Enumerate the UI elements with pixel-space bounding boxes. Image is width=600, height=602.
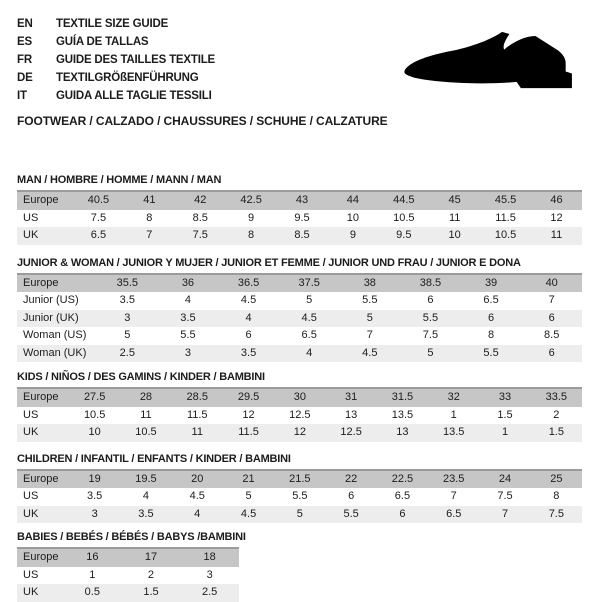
size-cell: 4 [194, 507, 201, 520]
size-cell: 5 [427, 346, 434, 359]
size-cell: 11.5 [186, 408, 208, 421]
language-label: GUÍA DE TALLAS [56, 36, 149, 48]
size-cell: 3 [124, 311, 131, 324]
size-cell: 5.5 [180, 329, 196, 341]
size-cell: 4 [245, 311, 252, 324]
size-cell: 11.5 [238, 426, 259, 438]
size-cell: 3 [206, 568, 213, 581]
category-title: FOOTWEAR / CALZADO / CHAUSSURES / SCHUHE / CALZATURE [17, 114, 388, 128]
size-cell: 6.5 [394, 490, 411, 502]
table-row [17, 388, 582, 407]
size-cell: 3 [91, 507, 98, 520]
size-cell: 16 [86, 551, 99, 563]
size-cell: 44 [346, 194, 360, 206]
size-cell: 5.5 [422, 311, 439, 324]
size-cell: 1.5 [143, 586, 159, 598]
table-row [17, 274, 582, 293]
size-cell: 9.5 [396, 229, 412, 241]
language-label: GUIDA ALLE TAGLIE TESSILI [56, 90, 212, 102]
size-cell: 8 [146, 211, 153, 224]
size-cell: 5 [245, 490, 252, 502]
row-label: Woman (UK) [23, 346, 87, 359]
row-label: UK [23, 229, 39, 241]
size-cell: 5.5 [343, 507, 359, 520]
table-row [17, 548, 239, 567]
language-label: GUIDE DES TAILLES TEXTILE [56, 54, 215, 66]
size-cell: 40.5 [87, 194, 110, 206]
language-code: ES [17, 36, 32, 48]
language-code: DE [17, 72, 33, 84]
size-cell: 13.5 [443, 426, 465, 438]
size-table-title: MAN / HOMBRE / HOMME / MANN / MAN [17, 174, 222, 186]
size-cell: 1 [501, 426, 509, 438]
size-cell: 19 [88, 472, 101, 485]
size-cell: 11.5 [495, 211, 516, 224]
size-cell: 3 [184, 346, 191, 359]
size-cell: 7 [501, 507, 509, 520]
table-row [17, 424, 582, 442]
size-cell: 21.5 [289, 472, 311, 485]
size-cell: 5 [296, 507, 303, 520]
table-row [17, 310, 582, 328]
size-cell: 12.5 [340, 426, 362, 438]
size-cell: 7 [146, 229, 153, 241]
size-cell: 4.5 [240, 507, 257, 520]
size-cell: 28 [139, 391, 153, 403]
size-table-section [17, 453, 583, 524]
size-cell: 29.5 [237, 391, 260, 403]
size-cell: 36.5 [237, 276, 260, 289]
language-code: IT [17, 90, 27, 102]
size-cell: 9 [248, 211, 255, 224]
size-cell: 1 [450, 408, 457, 421]
size-cell: 2 [553, 408, 560, 421]
row-label: Junior (US) [23, 294, 79, 306]
size-cell: 6 [348, 490, 355, 502]
size-cell: 42.5 [240, 194, 262, 206]
size-cell: 12 [550, 211, 563, 224]
row-label: UK [23, 426, 39, 438]
size-cell: 28.5 [186, 391, 208, 403]
size-cell: 6.5 [446, 507, 462, 520]
language-code: EN [17, 18, 33, 30]
size-cell: 7.5 [90, 211, 107, 224]
row-label: Europe [23, 472, 59, 485]
row-label: US [23, 490, 39, 502]
size-cell: 8.5 [294, 229, 310, 241]
size-table [17, 387, 582, 442]
size-cell: 46 [550, 194, 563, 206]
row-label: US [23, 408, 39, 421]
size-cell: 6 [488, 311, 495, 324]
size-cell: 7 [366, 329, 373, 341]
size-cell: 13 [345, 408, 358, 421]
size-cell: 13 [396, 426, 409, 438]
size-cell: 38.5 [419, 276, 442, 289]
row-label: US [23, 568, 39, 581]
table-row [17, 407, 582, 425]
size-cell: 11 [448, 211, 461, 224]
table-row [17, 210, 582, 228]
size-cell: 1.5 [497, 408, 513, 421]
size-cell: 1.5 [548, 426, 564, 438]
size-cell: 3.5 [87, 490, 103, 502]
size-cell: 20 [191, 472, 204, 485]
size-table [17, 190, 582, 245]
table-row [17, 345, 582, 363]
table-row [17, 488, 582, 506]
size-table [17, 547, 239, 602]
row-label: Europe [23, 194, 59, 206]
size-cell: 36 [181, 276, 195, 289]
size-cell: 24 [498, 472, 512, 485]
language-label: TEXTILGRÖßENFÜHRUNG [56, 72, 199, 84]
size-cell: 8.5 [192, 211, 208, 224]
size-cell: 45 [448, 194, 461, 206]
size-cell: 5.5 [362, 294, 378, 306]
table-row [17, 227, 582, 245]
size-cell: 31.5 [391, 391, 414, 403]
size-table-title: BABIES / BEBÉS / BÉBÉS / BABYS /BAMBINI [17, 531, 246, 543]
size-cell: 6 [548, 346, 555, 359]
row-label: Junior (UK) [23, 311, 79, 324]
table-row [17, 191, 582, 210]
size-cell: 44.5 [393, 194, 415, 206]
size-cell: 5 [124, 329, 131, 341]
row-label: Woman (US) [23, 329, 87, 341]
size-cell: 32 [447, 391, 460, 403]
table-row [17, 567, 239, 585]
size-cell: 33 [498, 391, 512, 403]
row-label: UK [23, 507, 39, 520]
size-cell: 4 [306, 346, 313, 359]
size-cell: 7.5 [192, 229, 208, 241]
size-cell: 11 [191, 426, 203, 438]
size-cell: 7 [450, 490, 457, 502]
size-cell: 3.5 [119, 294, 135, 306]
size-cell: 41 [143, 194, 156, 206]
table-row [17, 327, 582, 345]
size-cell: 17 [144, 551, 158, 563]
size-cell: 33.5 [545, 391, 568, 403]
size-cell: 5 [306, 294, 313, 306]
size-cell: 8 [553, 490, 560, 502]
size-cell: 0.5 [84, 586, 100, 598]
size-cell: 9 [349, 229, 356, 241]
row-label: UK [23, 586, 39, 598]
size-cell: 19.5 [135, 472, 157, 485]
table-row [17, 470, 582, 489]
size-cell: 30 [293, 391, 306, 403]
size-cell: 12.5 [289, 408, 311, 421]
size-cell: 2.5 [202, 586, 218, 598]
size-cell: 42 [194, 194, 207, 206]
size-cell: 5.5 [483, 346, 499, 359]
size-cell: 6 [399, 507, 406, 520]
size-table-title: KIDS / NIÑOS / DES GAMINS / KINDER / BAMBINI [17, 371, 265, 383]
size-cell: 12 [293, 426, 306, 438]
size-cell: 18 [203, 551, 216, 563]
size-cell: 4.5 [240, 294, 257, 306]
size-cell: 10 [88, 426, 101, 438]
size-cell: 3.5 [180, 311, 196, 324]
size-cell: 6 [427, 294, 434, 306]
size-cell: 10.5 [393, 211, 415, 224]
size-cell: 7.5 [422, 329, 439, 341]
row-label: Europe [23, 551, 59, 563]
table-row [17, 292, 582, 310]
size-cell: 2 [147, 568, 155, 581]
size-cell: 40 [545, 276, 558, 289]
language-label: TEXTILE SIZE GUIDE [56, 18, 169, 30]
size-cell: 6.5 [90, 229, 107, 241]
size-table-section [17, 174, 583, 245]
size-table-section [17, 257, 583, 363]
size-cell: 13.5 [391, 408, 414, 421]
size-cell: 21 [242, 472, 255, 485]
size-cell: 10.5 [494, 229, 517, 241]
size-cell: 9.5 [294, 211, 310, 224]
size-cell: 4.5 [189, 490, 205, 502]
size-cell: 8 [248, 229, 255, 241]
size-cell: 37.5 [298, 276, 320, 289]
row-label: Europe [23, 276, 59, 289]
size-cell: 6 [548, 311, 555, 324]
size-cell: 11 [550, 229, 563, 241]
size-table [17, 273, 582, 363]
size-cell: 38 [363, 276, 376, 289]
size-cell: 4.5 [362, 346, 378, 359]
size-cell: 4 [142, 490, 149, 502]
size-table [17, 469, 582, 524]
size-cell: 7.5 [497, 490, 513, 502]
size-cell: 39 [484, 276, 498, 289]
size-cell: 5.5 [292, 490, 308, 502]
size-cell: 22.5 [391, 472, 414, 485]
size-cell: 11 [140, 408, 152, 421]
size-cell: 6.5 [301, 329, 317, 341]
size-cell: 2.5 [119, 346, 135, 359]
size-cell: 8 [488, 329, 495, 341]
size-cell: 10 [346, 211, 360, 224]
size-cell: 35.5 [116, 276, 139, 289]
size-tables-container [17, 174, 583, 602]
size-cell: 10 [448, 229, 461, 241]
size-cell: 4 [184, 294, 191, 306]
size-cell: 3.5 [240, 346, 257, 359]
size-cell: 23.5 [443, 472, 465, 485]
size-cell: 6 [245, 329, 252, 341]
size-cell: 4.5 [301, 311, 317, 324]
size-cell: 7 [548, 294, 555, 306]
table-row [17, 506, 582, 524]
language-code: FR [17, 54, 32, 66]
size-cell: 5 [366, 311, 373, 324]
size-table-section [17, 531, 583, 602]
row-label: Europe [23, 391, 59, 403]
size-cell: 22 [345, 472, 358, 485]
row-label: US [23, 211, 39, 224]
size-cell: 3.5 [138, 507, 154, 520]
size-cell: 6.5 [483, 294, 499, 306]
size-table-section [17, 371, 583, 442]
size-cell: 10.5 [135, 426, 157, 438]
size-cell: 10.5 [83, 408, 106, 421]
size-cell: 25 [550, 472, 563, 485]
size-cell: 27.5 [83, 391, 106, 403]
table-row [17, 584, 239, 602]
size-cell: 7.5 [548, 507, 564, 520]
size-cell: 31 [345, 391, 358, 403]
shoe-icon [402, 28, 574, 92]
size-table-title: JUNIOR & WOMAN / JUNIOR Y MUJER / JUNIOR ET FEMME / JUNIOR UND FRAU / JUNIOR E DONA [17, 256, 521, 269]
size-cell: 12 [242, 408, 255, 421]
size-cell: 1 [89, 568, 96, 581]
size-table-title: CHILDREN / INFANTIL / ENFANTS / KINDER / BAMBINI [17, 452, 291, 465]
size-cell: 45.5 [494, 194, 517, 206]
size-cell: 43 [295, 194, 309, 206]
size-cell: 8.5 [544, 329, 560, 341]
